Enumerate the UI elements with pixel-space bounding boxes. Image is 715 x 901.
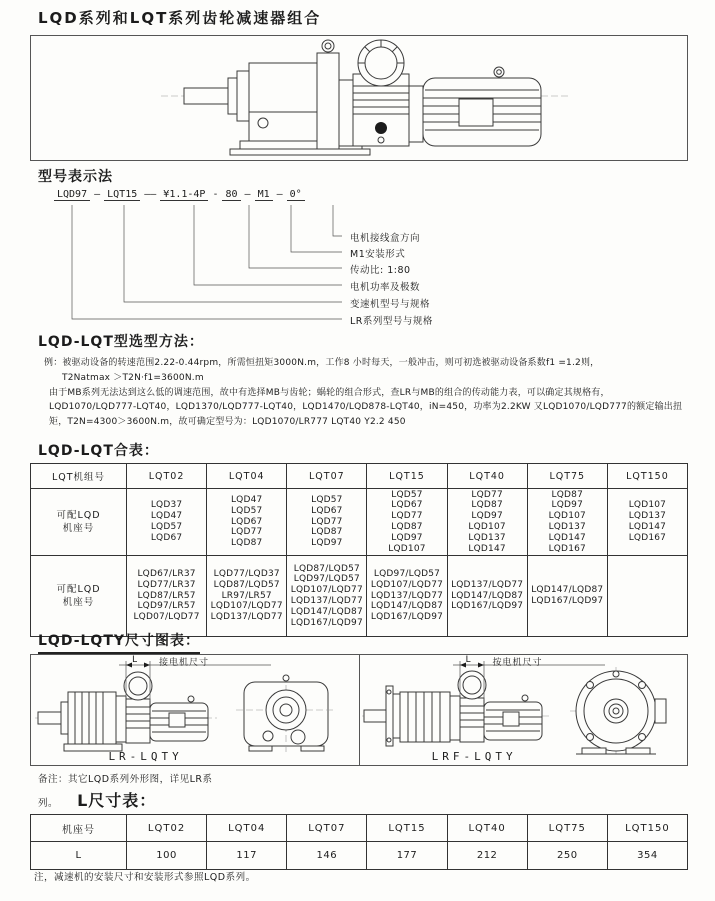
list-item: LR97/LR57 bbox=[221, 590, 272, 601]
l-header-col: LQT15 bbox=[367, 815, 447, 842]
code-segment-mount: M1 bbox=[255, 189, 273, 201]
diagram-lr-lqty bbox=[31, 655, 360, 765]
list-item: LQD97 bbox=[471, 511, 503, 522]
l-header-col: LQT150 bbox=[607, 815, 687, 842]
l-table-header-row bbox=[31, 815, 688, 842]
l-value-cell: 117 bbox=[207, 842, 287, 870]
list-item: LQD107/LQD77 bbox=[370, 579, 444, 590]
combo-cell bbox=[527, 556, 607, 637]
combo-header-col: LQT15 bbox=[367, 464, 447, 489]
l-value-cell: 354 bbox=[607, 842, 687, 870]
combo-header-col: LQT07 bbox=[287, 464, 367, 489]
remark-line1: 备注：其它LQD系列外形图，详见LR系 bbox=[38, 774, 213, 785]
list-item: LQD87/LR57 bbox=[137, 590, 196, 601]
list-item: LQD97 bbox=[311, 538, 343, 549]
list-item: LQD67/LR37 bbox=[137, 569, 196, 579]
combo-row-single bbox=[31, 489, 688, 556]
diagram-lrf-lqty bbox=[360, 655, 688, 765]
list-item: LQD167/LQD97 bbox=[290, 617, 363, 628]
list-item: LQD67 bbox=[230, 516, 263, 527]
list-item: LQD167/LQD97 bbox=[531, 596, 604, 606]
list-item: LQD77 bbox=[391, 511, 423, 522]
list-item: LQD97 bbox=[391, 532, 423, 543]
combo-cell bbox=[127, 556, 207, 637]
combo-table-heading: LQD-LQT合表： bbox=[38, 443, 159, 459]
model-notation-heading: 型号表示法 bbox=[38, 169, 113, 185]
lr-lqty-drawing bbox=[31, 655, 358, 763]
combo-cell bbox=[207, 556, 287, 637]
l-value-cell: 100 bbox=[127, 842, 207, 870]
list-item: LQD87 bbox=[471, 500, 503, 511]
label-motor-power-poles: 电机功率及极数 bbox=[350, 282, 421, 293]
code-segment-angle: 0° bbox=[287, 189, 305, 201]
footer-note: 注，减速机的安装尺寸和安装形式参照LQD系列。 bbox=[34, 872, 256, 883]
combo-row-paired bbox=[31, 556, 688, 637]
code-segment-series: LQD97 bbox=[54, 189, 90, 201]
list-item: LQD167/LQD97 bbox=[370, 612, 444, 623]
list-item: LQD137 bbox=[628, 511, 667, 522]
list-item: LQD07/LQD77 bbox=[133, 612, 200, 623]
list-item: T2Natmax ＞T2N·f1=3600N.m bbox=[62, 372, 204, 383]
list-item: LQD87 bbox=[391, 522, 423, 532]
list-item: 矩，T2N=4300＞3600N.m，故可确定型号为：LQD1070/LR777 LQT40 Y2.2 450 bbox=[49, 417, 406, 428]
list-item: LQD137 bbox=[468, 532, 506, 543]
list-item: LQD87/LQD57 bbox=[213, 579, 280, 590]
list-item: LQD167 bbox=[628, 532, 667, 543]
list-item: LQD147/LQD87 bbox=[290, 606, 363, 617]
combo-header-col: LQT75 bbox=[527, 464, 607, 489]
combo-cell bbox=[367, 556, 447, 637]
list-item: LQD107/LQD77 bbox=[290, 585, 363, 596]
list-item: LQD87 bbox=[230, 538, 263, 549]
l-value-cell: 212 bbox=[447, 842, 527, 870]
page-title: LQD系列和LQT系列齿轮减速器组合 bbox=[38, 9, 322, 27]
list-item: LQD107/LQD77 bbox=[210, 601, 283, 612]
list-item: LQD87/LQD57 bbox=[293, 563, 360, 574]
combo-cell bbox=[287, 556, 367, 637]
list-item: LQD137/LQD77 bbox=[370, 590, 444, 601]
list-item: LQD57 bbox=[311, 495, 343, 505]
l-value-cell: 250 bbox=[527, 842, 607, 870]
combo-cell bbox=[207, 489, 287, 556]
list-item: LQD97 bbox=[551, 500, 584, 511]
l-header-col: LQT04 bbox=[207, 815, 287, 842]
list-item: LQD37 bbox=[150, 500, 183, 511]
combo-header-col: LQT150 bbox=[607, 464, 687, 489]
l-dimension-table bbox=[30, 814, 688, 870]
list-item: LQD57 bbox=[230, 505, 263, 516]
label-mounting-form: M1安装形式 bbox=[350, 249, 406, 260]
dimension-section-heading: LQD-LQTY尺寸图表： bbox=[38, 630, 200, 654]
list-item: LQD97/LQD57 bbox=[293, 574, 360, 585]
combo-cell bbox=[527, 489, 607, 556]
caption-lr-lqty: LR-LQTY bbox=[108, 750, 183, 763]
list-item: LQD77 bbox=[311, 516, 343, 527]
list-item: LQD167/LQD97 bbox=[451, 601, 524, 612]
list-item: LQD57 bbox=[150, 522, 183, 532]
product-drawing-box bbox=[30, 35, 688, 161]
list-item: LQD167 bbox=[548, 543, 586, 554]
combo-header-row bbox=[31, 464, 688, 489]
selection-example-text bbox=[44, 356, 694, 430]
combo-cell bbox=[127, 489, 207, 556]
dim-letter-l: L bbox=[132, 655, 138, 665]
list-item: LQD77 bbox=[471, 489, 503, 500]
combo-cell bbox=[447, 489, 527, 556]
combo-cell bbox=[607, 556, 687, 637]
list-item: LQD57 bbox=[391, 489, 423, 500]
list-item: LQD107 bbox=[468, 522, 506, 532]
list-item: LQD147 bbox=[628, 522, 667, 532]
combo-header-col: LQT02 bbox=[127, 464, 207, 489]
list-item: LQD77/LQD37 bbox=[213, 569, 280, 579]
list-item: LQD1070/LQD777-LQT40，LQD1370/LQD777-LQT40，LQD1470/LQD878-LQT40，iN=450，功率为2.2KW 又LQD1070/LQD777的额定输出扭 bbox=[49, 402, 683, 413]
list-item: 由于MB系列无法达到这么低的调速范围，故中有选择MB与齿轮；蜗轮的组合形式，查LR与MB的组合的传动能力表，可以确定其规格有， bbox=[49, 387, 610, 398]
dimension-diagram-box bbox=[30, 654, 688, 766]
l-value-cell: 177 bbox=[367, 842, 447, 870]
list-item: LQD47 bbox=[230, 495, 263, 505]
list-item: LQD147/LQD87 bbox=[451, 590, 524, 601]
label-lr-series-model: LR系列型号与规格 bbox=[350, 316, 433, 327]
caption-lrf-lqty: LRF-LQTY bbox=[431, 750, 517, 763]
list-item: LQD77 bbox=[230, 527, 263, 538]
list-item: LQD147/LQD87 bbox=[531, 585, 604, 596]
model-code-area bbox=[30, 186, 690, 332]
combo-cell bbox=[287, 489, 367, 556]
l-table-value-row bbox=[31, 842, 688, 870]
list-item: LQD67 bbox=[150, 532, 183, 543]
list-item: LQD147 bbox=[468, 543, 506, 554]
l-header-col: LQT07 bbox=[287, 815, 367, 842]
list-item: LQD87 bbox=[311, 527, 343, 538]
l-row-label: L bbox=[31, 842, 127, 870]
list-item: LQD137/LQD77 bbox=[290, 596, 363, 606]
remark-line2: 列。 bbox=[38, 798, 59, 809]
label-variator-model: 变速机型号与规格 bbox=[350, 299, 431, 310]
list-item: LQD147 bbox=[548, 532, 586, 543]
combo-header-unit-no: LQT机组号 bbox=[31, 464, 127, 489]
label-terminal-box-direction: 电机接线盒方向 bbox=[350, 233, 421, 244]
l-header-col: LQT40 bbox=[447, 815, 527, 842]
model-code: LQD97 — LQT15 —— ¥1.1-4P - 80 — M1 — 0° bbox=[54, 189, 305, 200]
combo-row1-label: 可配LQD 机座号 bbox=[31, 489, 127, 556]
combo-row2-label: 可配LQD 机座号 bbox=[31, 556, 127, 637]
combo-table bbox=[30, 463, 688, 637]
selection-method-heading: LQD-LQT型选型方法： bbox=[38, 334, 204, 350]
combo-cell bbox=[447, 556, 527, 637]
combo-header-col: LQT40 bbox=[447, 464, 527, 489]
gearmotor-drawing bbox=[31, 36, 685, 158]
l-value-cell: 146 bbox=[287, 842, 367, 870]
label-ratio: 传动比: 1:80 bbox=[350, 265, 411, 276]
code-segment-motor: ¥1.1-4P bbox=[160, 189, 208, 201]
code-segment-variator: LQT15 bbox=[104, 189, 140, 201]
list-item: LQD87 bbox=[551, 489, 584, 500]
list-item: 例：被驱动设备的转速范围2.22-0.44rpm，所需恒扭矩3000N.m，工作8 小时每天，一般冲击，则可初选被驱动设备系数f1 =1.2则， bbox=[44, 358, 600, 368]
list-item: LQD137/LQD77 bbox=[210, 612, 283, 623]
dim-note-motor-size: 接电机尺寸 bbox=[159, 658, 210, 668]
list-item: LQD67 bbox=[311, 505, 343, 516]
list-item: LQD147/LQD87 bbox=[370, 601, 444, 612]
remark-line2-row bbox=[38, 788, 156, 811]
list-item: LQD77/LR37 bbox=[137, 579, 196, 590]
list-item: LQD97/LR57 bbox=[137, 601, 196, 612]
l-header-col: LQT75 bbox=[527, 815, 607, 842]
list-item: LQD67 bbox=[391, 500, 423, 511]
lrf-lqty-drawing bbox=[360, 655, 687, 763]
list-item: LQD137/LQD77 bbox=[451, 579, 524, 590]
l-table-heading: L尺寸表： bbox=[77, 791, 157, 810]
combo-cell bbox=[367, 489, 447, 556]
l-header-col: LQT02 bbox=[127, 815, 207, 842]
dim-note-motor-size: 按电机尺寸 bbox=[492, 658, 543, 668]
list-item: LQD137 bbox=[548, 522, 586, 532]
list-item: LQD97/LQD57 bbox=[373, 569, 441, 579]
combo-cell bbox=[607, 489, 687, 556]
combo-header-col: LQT04 bbox=[207, 464, 287, 489]
dim-letter-l: L bbox=[465, 655, 471, 665]
list-item: LQD107 bbox=[548, 511, 586, 522]
list-item: LQD47 bbox=[150, 511, 183, 522]
list-item: LQD107 bbox=[628, 500, 667, 511]
list-item: LQD107 bbox=[388, 543, 426, 554]
code-segment-ratio: 80 bbox=[222, 189, 240, 201]
l-header-frame-no: 机座号 bbox=[31, 815, 127, 842]
